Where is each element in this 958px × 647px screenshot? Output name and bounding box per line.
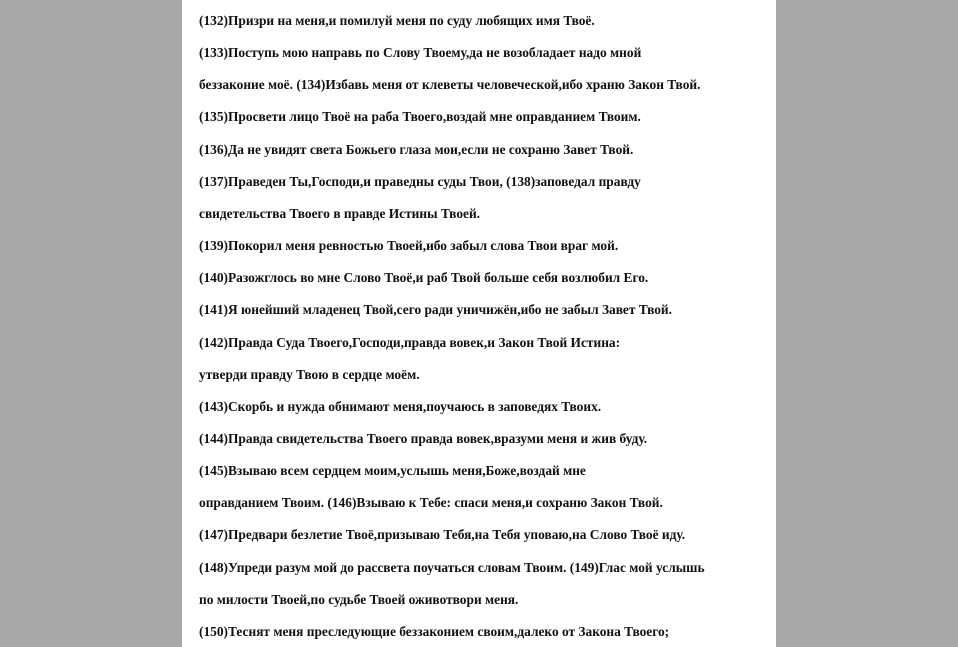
- text-line: (135)Просвети лицо Твоё на раба Твоего,воздай мне оправданием Твоим.: [199, 109, 641, 124]
- text-line: (150)Теснят меня преследующие беззаконием своим,далеко от Закона Твоего;: [199, 624, 670, 639]
- text-line: (143)Скорбь и нужда обнимают меня,поучаюсь в заповедях Твоих.: [199, 399, 602, 414]
- text-line: утверди правду Твою в сердце моём.: [199, 367, 420, 382]
- text-line: (144)Правда свидетельства Твоего правда вовек,вразуми меня и жив буду.: [199, 431, 648, 446]
- text-line: (142)Правда Суда Твоего,Господи,правда вовек,и Закон Твой Истина:: [199, 335, 621, 350]
- text-line: (141)Я юнейший младенец Твой,сего ради уничижён,ибо не забыл Завет Твой.: [199, 302, 672, 317]
- text-line: (133)Поступь мою направь по Слову Твоему,да не возобладает надо мной: [199, 45, 642, 60]
- text-line: (140)Разожглось во мне Слово Твоё,и раб Твой больше себя возлюбил Его.: [199, 270, 649, 285]
- text-line: (136)Да не увидят света Божьего глаза мои,если не сохраню Завет Твой.: [199, 142, 634, 157]
- text-line: (137)Праведен Ты,Господи,и праведны суды Твои, (138)заповедал правду: [199, 174, 641, 189]
- text-line: (148)Упреди разум мой до рассвета поучаться словам Твоим. (149)Глас мой услышь: [199, 560, 705, 575]
- text-line: (139)Покорил меня ревностью Твоей,ибо забыл слова Твои враг мой.: [199, 238, 619, 253]
- text-line: (147)Предвари безлетие Твоё,призываю Тебя,на Тебя уповаю,на Слово Твоё иду.: [199, 527, 686, 542]
- text-line: свидетельства Твоего в правде Истины Твоей.: [199, 206, 481, 221]
- text-line: по милости Твоей,по судьбе Твоей оживотвори меня.: [199, 592, 519, 607]
- text-line: (132)Призри на меня,и помилуй меня по суду любящих имя Твоё.: [199, 13, 595, 28]
- text-line: (145)Взываю всем сердцем моим,услышь меня,Боже,воздай мне: [199, 463, 586, 478]
- text-line: беззаконие моё. (134)Избавь меня от клеветы человеческой,ибо храню Закон Твой.: [199, 77, 701, 92]
- text-line: оправданием Твоим. (146)Взываю к Тебе: спаси меня,и сохраню Закон Твой.: [199, 495, 663, 510]
- document-page: [182, 0, 776, 647]
